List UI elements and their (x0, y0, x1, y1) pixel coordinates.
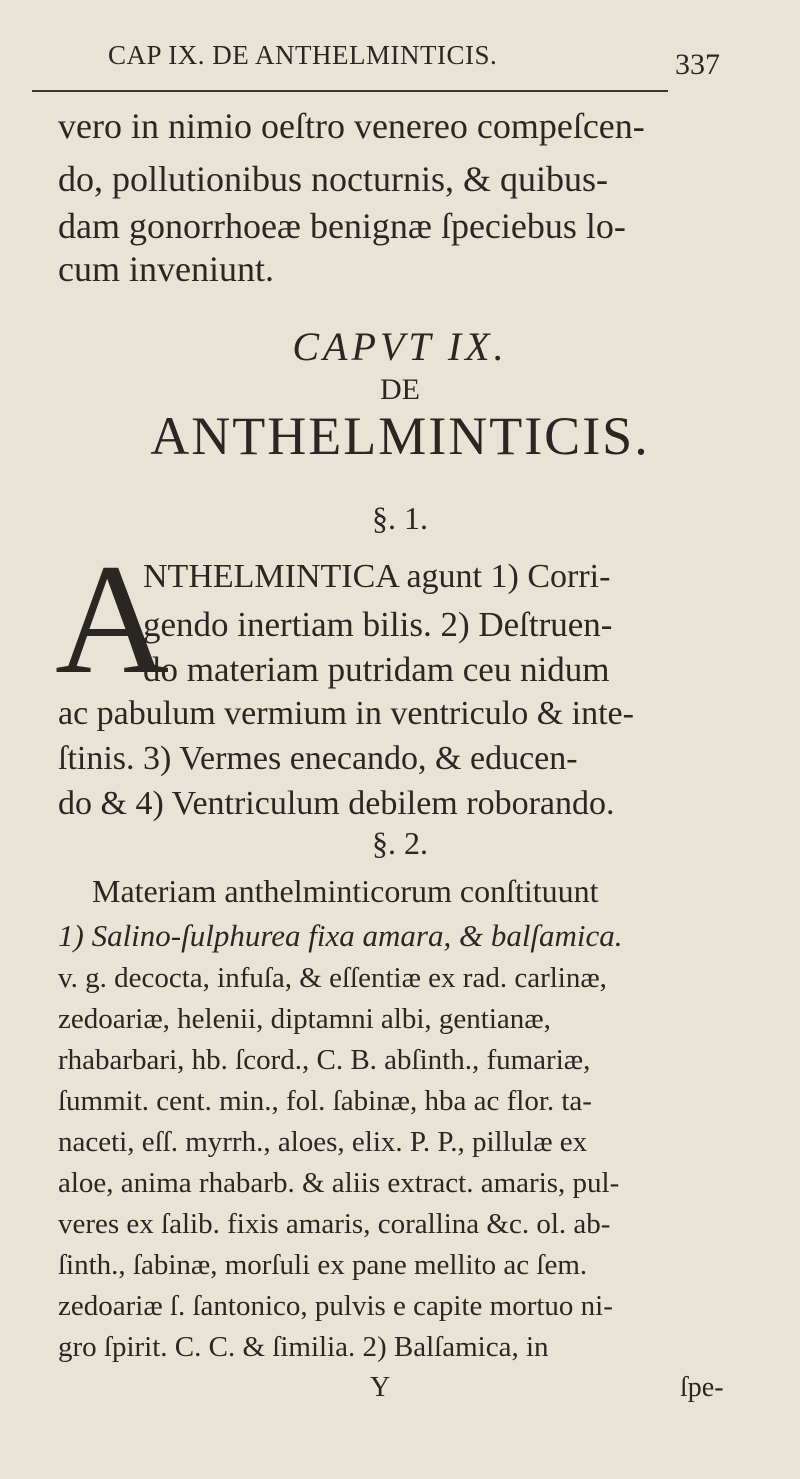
page-number: 337 (675, 48, 720, 81)
section1-line: ac pabulum vermium in ventriculo & inte- (58, 695, 634, 732)
section2-line: ſummit. cent. min., fol. ſabinæ, hba ac flor. ta- (58, 1085, 592, 1117)
intro-line: do, pollutionibus nocturnis, & quibus- (58, 159, 609, 199)
section2-line: zedoariæ, helenii, diptamni albi, gentianæ, (58, 1003, 551, 1035)
section1-line: ſtinis. 3) Vermes enecando, & educen- (58, 740, 578, 777)
section2-line: Materiam anthelminticorum conſtituunt (92, 873, 599, 909)
section2-line: gro ſpirit. C. C. & ſimilia. 2) Balſamica, in (58, 1331, 549, 1363)
running-title: CAP IX. DE ANTHELMINTICIS. (108, 40, 498, 70)
section-mark-1: §. 1. (372, 500, 428, 536)
section2-line: zedoariæ ſ. ſantonico, pulvis e capite mortuo ni- (58, 1290, 613, 1322)
chapter-title: ANTHELMINTICIS. (150, 406, 650, 466)
section-mark-2: §. 2. (372, 825, 428, 861)
section1-line: gendo inertiam bilis. 2) Deſtruen- (143, 605, 613, 644)
drop-cap: A (55, 532, 170, 707)
signature-mark: Y (370, 1372, 391, 1403)
section2-line: ſinth., ſabinæ, morſuli ex pane mellito ac ſem. (58, 1249, 588, 1281)
chapter-de: DE (380, 373, 420, 406)
intro-line: vero in nimio oeſtro venereo compeſcen- (58, 106, 645, 146)
section1-line: NTHELMINTICA agunt 1) Corri- (143, 558, 611, 595)
section2-line: veres ex ſalib. fixis amaris, corallina &c. ol. ab- (58, 1208, 611, 1240)
intro-line: dam gonorrhoeæ benignæ ſpeciebus lo- (58, 206, 626, 246)
catchword: ſpe- (680, 1372, 724, 1403)
section2-line: 1) Salino-ſulphurea fixa amara, & balſamica. (58, 918, 623, 953)
section2-line: naceti, eſſ. myrrh., aloes, elix. P. P., pillulæ ex (58, 1126, 588, 1158)
section1-line: do & 4) Ventriculum debilem roborando. (58, 785, 615, 822)
running-head (108, 40, 720, 90)
intro-line: cum inveniunt. (58, 249, 274, 289)
section2-line: rhabarbari, hb. ſcord., C. B. abſinth., fumariæ, (58, 1044, 591, 1076)
section1-line: do materiam putridam ceu nidum (143, 650, 610, 689)
section2-line: aloe, anima rhabarb. & aliis extract. amaris, pul- (58, 1167, 620, 1199)
section2-line: v. g. decocta, infuſa, & eſſentiæ ex rad. carlinæ, (58, 962, 607, 994)
header-rule (32, 90, 668, 92)
chapter-heading: CAPVT IX. (292, 324, 508, 369)
